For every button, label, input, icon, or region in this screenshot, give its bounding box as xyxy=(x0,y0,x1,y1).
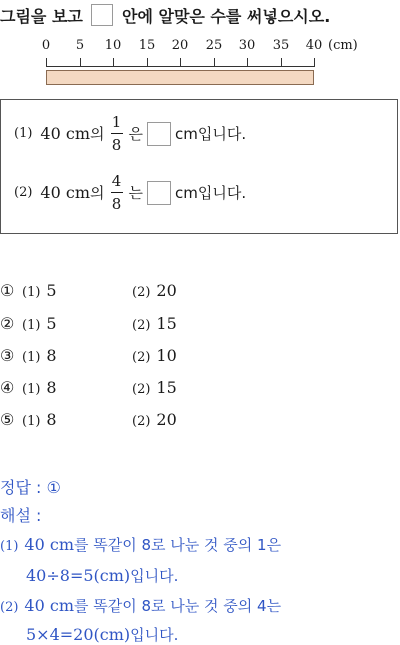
ruler-tick-label: 25 xyxy=(205,38,223,53)
fraction xyxy=(111,173,123,212)
ruler-bar xyxy=(46,70,314,85)
sub-number: (1) xyxy=(14,126,33,141)
choice-col2 xyxy=(132,281,177,300)
explanation-line-1 xyxy=(0,534,281,555)
choice-part-label: (2) xyxy=(132,318,151,333)
choice-value: 15 xyxy=(156,314,177,333)
answer-box-2[interactable] xyxy=(147,181,171,205)
explanation-number: (2) xyxy=(0,600,19,615)
fraction xyxy=(111,114,123,153)
sub-particle: 의 xyxy=(90,184,105,202)
ruler-tick xyxy=(147,58,148,66)
choice-col2 xyxy=(132,410,177,429)
ruler-tick xyxy=(113,58,114,66)
sub-length: 40 cm xyxy=(40,124,90,143)
question-text xyxy=(0,4,330,27)
explanation-number: (1) xyxy=(0,539,19,554)
choice-3[interactable] xyxy=(0,346,177,365)
fraction-numerator: 1 xyxy=(111,113,122,131)
sub-suffix: cm입니다. xyxy=(175,184,247,202)
ruler-tick xyxy=(214,58,215,66)
choice-marker: ① xyxy=(0,281,15,300)
choice-col2 xyxy=(132,346,177,365)
choice-value: 8 xyxy=(46,346,57,365)
sub-connector: 는 xyxy=(128,184,143,202)
ruler-unit: (cm) xyxy=(328,38,358,53)
ruler-tick xyxy=(80,58,81,66)
ruler-tick-label: 15 xyxy=(138,38,156,53)
explanation-text: 를 똑같이 8로 나눈 것 중의 1은 xyxy=(74,536,282,554)
question-part1: 그림을 보고 xyxy=(0,7,83,26)
explanation-length: 40 cm xyxy=(24,596,74,615)
choice-1[interactable] xyxy=(0,281,177,300)
ruler-tick-label: 30 xyxy=(238,38,256,53)
sub-particle: 의 xyxy=(90,125,105,143)
choice-2[interactable] xyxy=(0,314,177,333)
ruler-tick xyxy=(314,58,315,66)
choice-value: 15 xyxy=(156,378,177,397)
fraction-denominator: 8 xyxy=(111,136,122,154)
choice-value: 10 xyxy=(156,346,177,365)
explanation-formula: 5×4=20(cm) xyxy=(26,625,131,644)
choice-part-label: (1) xyxy=(22,350,41,365)
ruler-baseline xyxy=(46,66,315,67)
ruler-tick-label: 35 xyxy=(272,38,290,53)
choice-value: 5 xyxy=(46,314,57,333)
explanation-line-1-cont xyxy=(26,565,178,586)
question-part2: 안에 알맞은 수를 써넣으시오. xyxy=(122,7,331,26)
choice-marker: ③ xyxy=(0,346,15,365)
fraction-numerator: 4 xyxy=(111,172,122,190)
fraction-denominator: 8 xyxy=(111,195,122,213)
choice-4[interactable] xyxy=(0,378,177,397)
choice-part-label: (2) xyxy=(132,414,151,429)
sub-length: 40 cm xyxy=(40,183,90,202)
ruler-tick xyxy=(281,58,282,66)
choice-5[interactable] xyxy=(0,410,177,429)
ruler-tick xyxy=(247,58,248,66)
explanation-line-2 xyxy=(0,595,281,616)
ruler-tick xyxy=(180,58,181,66)
choice-value: 5 xyxy=(46,281,57,300)
explanation-length: 40 cm xyxy=(24,535,74,554)
sub-connector: 은 xyxy=(128,125,143,143)
ruler-tick xyxy=(46,58,47,66)
choice-part-label: (1) xyxy=(22,285,41,300)
choice-value: 20 xyxy=(156,410,177,429)
choice-col2 xyxy=(132,378,177,397)
fraction-bar xyxy=(111,192,123,193)
choice-col2 xyxy=(132,314,177,333)
sub-suffix: cm입니다. xyxy=(175,125,247,143)
ruler-tick-label: 0 xyxy=(41,38,51,53)
ruler-tick-label: 5 xyxy=(75,38,85,53)
choice-part-label: (2) xyxy=(132,285,151,300)
answer-blank-icon xyxy=(91,4,113,26)
choice-part-label: (2) xyxy=(132,382,151,397)
explanation-text: 입니다. xyxy=(130,567,179,585)
choice-marker: ② xyxy=(0,314,15,333)
explanation-text: 입니다. xyxy=(130,626,179,644)
choice-value: 8 xyxy=(46,378,57,397)
choice-marker: ⑤ xyxy=(0,410,15,429)
explanation-label: 해설 : xyxy=(0,506,42,525)
ruler-tick-label: 10 xyxy=(104,38,122,53)
choice-value: 20 xyxy=(156,281,177,300)
explanation-text: 를 똑같이 8로 나눈 것 중의 4는 xyxy=(74,597,282,615)
explanation-formula: 40÷8=5(cm) xyxy=(26,566,131,585)
sub-number: (2) xyxy=(14,185,33,200)
explanation-line-2-cont xyxy=(26,624,178,645)
sub-question-1 xyxy=(14,114,246,153)
ruler-tick-label: 20 xyxy=(171,38,189,53)
choice-marker: ④ xyxy=(0,378,15,397)
sub-question-2 xyxy=(14,173,246,212)
ruler-tick-label: 40 xyxy=(305,38,323,53)
choice-part-label: (1) xyxy=(22,318,41,333)
answer-box-1[interactable] xyxy=(147,122,171,146)
choice-part-label: (1) xyxy=(22,414,41,429)
choice-part-label: (1) xyxy=(22,382,41,397)
answer-label: 정답 : ① xyxy=(0,478,61,497)
choice-value: 8 xyxy=(46,410,57,429)
fraction-bar xyxy=(111,133,123,134)
choice-part-label: (2) xyxy=(132,350,151,365)
